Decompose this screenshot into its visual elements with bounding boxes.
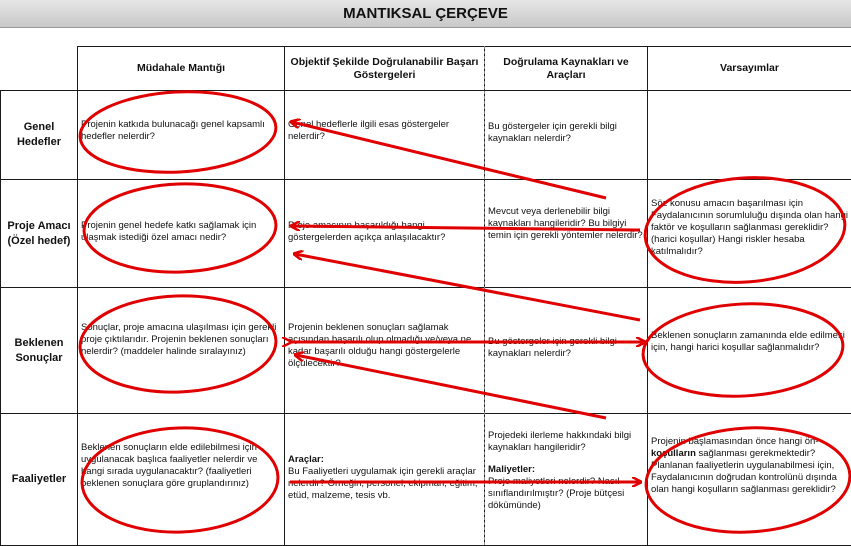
table-row (1, 288, 851, 414)
cell-r2-c4: Söz konusu amacın başarılması için Faydalanıcının sorumluluğu dışında olan hangi faktör ve koşulların sağlanması gereklidir? (harici koşullar) Hangi riskler hesaba katılmalıdır? (648, 180, 851, 288)
row-head-activities: Faaliyetler (1, 414, 78, 546)
cell-r2-c2: Proje amacının başarıldığı hangi göstergelerden açıkça anlaşılacaktır? (285, 180, 485, 288)
spacer-row (0, 28, 851, 46)
cell-r2-c3: Mevcut veya derlenebilir bilgi kaynakları hangileridir? Bu bilgiyi temin için gerekli yöntemler nelerdir? (485, 180, 648, 288)
cell-r1-c1: Projenin katkıda bulunacağı genel kapsamlı hedefler nelerdir? (78, 91, 285, 180)
costs-text: Proje maliyetleri nelerdir? Nasıl sınıflandırılmıştır? (Proje bütçesi dökümünde) (488, 476, 644, 512)
table-row (1, 414, 851, 546)
table-row (1, 180, 851, 288)
cell-r4-c1: Beklenen sonuçların elde edilebilmesi için uygulanacak başlıca faaliyetler nelerdir ve hangi sırada uygulanacaktır? (faaliyetleri beklenen sonuçlara göre gruplandırınız) (78, 414, 285, 546)
cell-r3-c2: Projenin beklenen sonuçları sağlamak açısından başarılı olup olmadığı ve/veya ne kadar başarılı olduğu hangi göstergelerle ölçülecektir? (285, 288, 485, 414)
header-intervention-logic: Müdahale Mantığı (78, 47, 285, 91)
cell-r2-c1: Projenin genel hedefe katkı sağlamak için ulaşmak istediği özel amacı nedir? (78, 180, 285, 288)
cell-r4-c3 (485, 414, 648, 546)
table-row (1, 91, 851, 180)
means-text: Bu Faaliyetleri uygulamak için gerekli araçlar nelerdir? Örneğin, personel, ekipman, eğitim, etüd, malzeme, tesis vb. (288, 466, 481, 502)
header-indicators: Objektif Şekilde Doğrulanabilir Başarı Göstergeleri (285, 47, 485, 91)
cell-r3-c1: Sonuçlar, proje amacına ulaşılması için gerekli proje çıktılarıdır. Projenin beklenen sonuçları nelerdir? (maddeler halinde sıralayınız) (78, 288, 285, 414)
header-row (1, 47, 851, 91)
cell-r1-c3: Bu göstergeler için gerekli bilgi kaynakları nelerdir? (485, 91, 648, 180)
row-head-general-objectives: Genel Hedefler (1, 91, 78, 180)
cell-r3-c4: Beklenen sonuçların zamanında elde edilmesi için, hangi harici koşullar sağlanmalıdır? (648, 288, 851, 414)
corner-cell (1, 47, 78, 91)
cell-r3-c3: Bu göstergeler için gerekli bilgi kaynakları nelerdir? (485, 288, 648, 414)
cell-r1-c2: Genel hedeflerle ilgili esas göstergeler nelerdir? (285, 91, 485, 180)
header-verification-sources: Doğrulama Kaynakları ve Araçları (485, 47, 648, 91)
cell-r4-c4: Projenin başlamasından önce hangi ön-koşulların sağlanması gerekmektedir? Planlanan faaliyetlerin uygulanabilmesi için, Faydalanıcının doğrudan kontrolünü dışında olan hangi koşulların sağlanması gereklidir? (648, 414, 851, 546)
cell-r1-c4 (648, 91, 851, 180)
costs-label: Maliyetler: (488, 464, 644, 476)
page-title: MANTIKSAL ÇERÇEVE (0, 0, 851, 28)
header-assumptions: Varsayımlar (648, 47, 851, 91)
means-label: Araçlar: (288, 454, 481, 466)
row-head-project-purpose: Proje Amacı (Özel hedef) (1, 180, 78, 288)
logframe-table (0, 46, 851, 546)
row-head-expected-results: Beklenen Sonuçlar (1, 288, 78, 414)
cell-r4-c2 (285, 414, 485, 546)
column-dashed-separator (484, 46, 485, 545)
progress-sources-text: Projedeki ilerleme hakkındaki bilgi kaynakları hangileridir? (488, 430, 644, 454)
